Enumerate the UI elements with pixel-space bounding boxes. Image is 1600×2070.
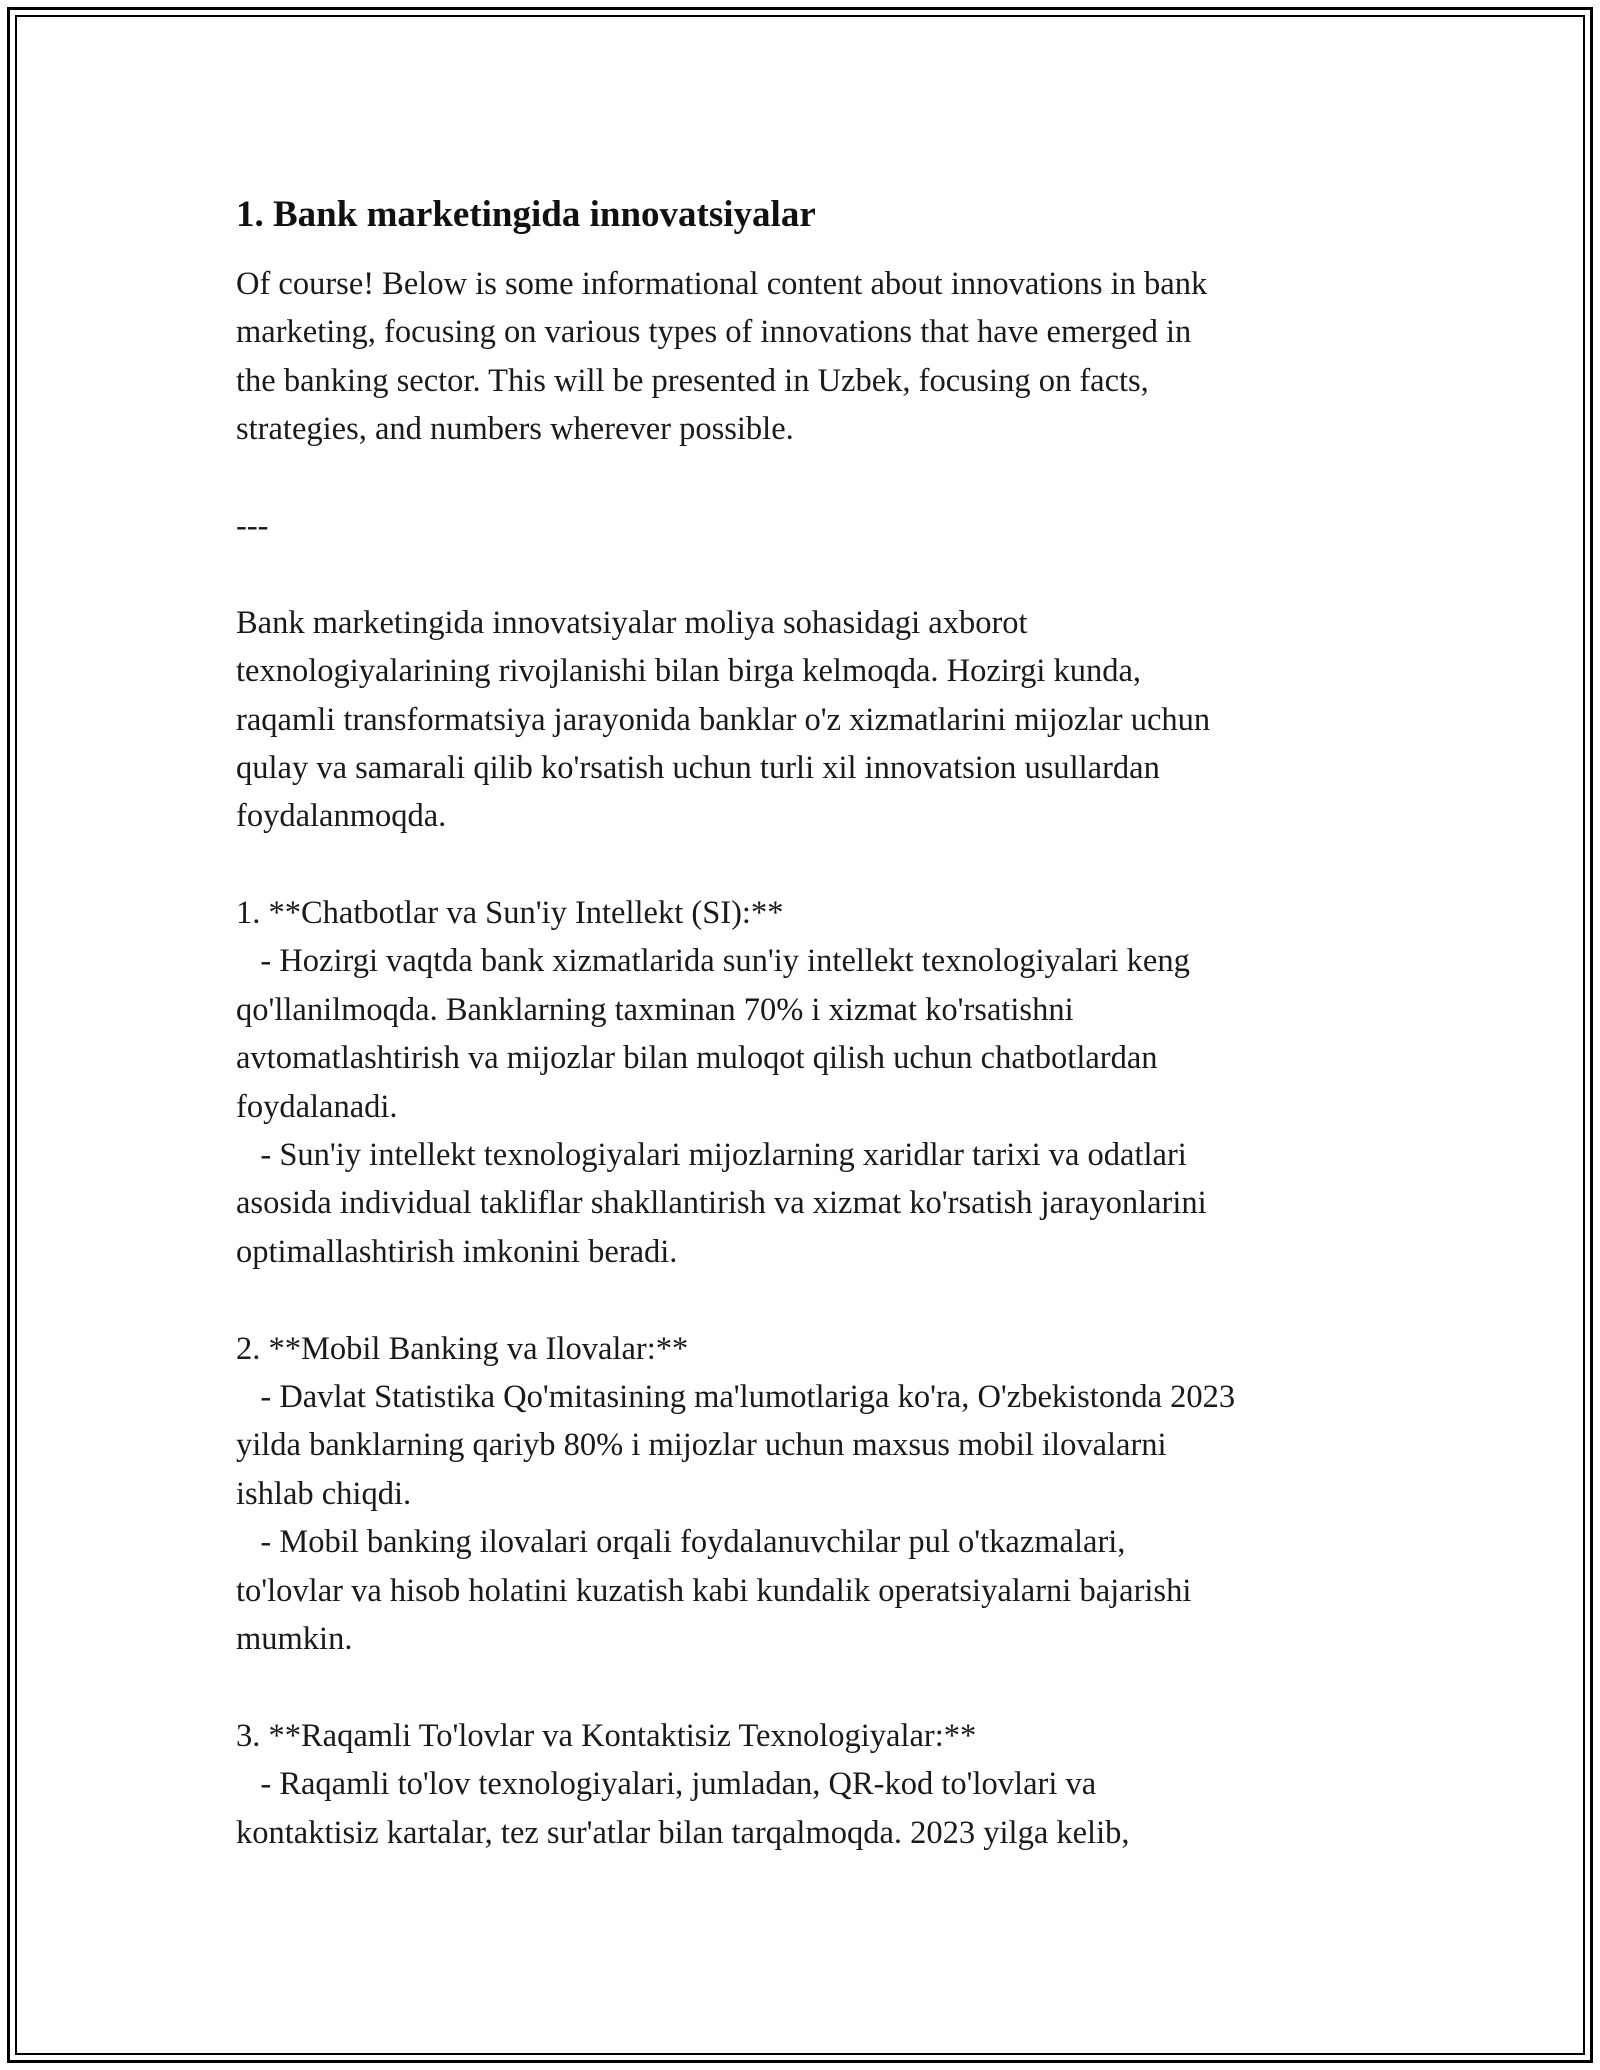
- text-line: optimallashtirish imkonini beradi.: [236, 1233, 678, 1270]
- text-line: kontaktisiz kartalar, tez sur'atlar bilan tarqalmoqda. 2023 yilga kelib,: [236, 1814, 1130, 1851]
- text-line: ishlab chiqdi.: [236, 1475, 412, 1512]
- text-line: avtomatlashtirish va mijozlar bilan muloqot qilish uchun chatbotlardan: [236, 1040, 1158, 1077]
- blank-line: [236, 841, 1376, 889]
- document-title: 1. Bank marketingida innovatsiyalar: [236, 194, 816, 235]
- text-line: - Hozirgi vaqtda bank xizmatlarida sun'iy intellekt texnologiyalari keng: [236, 943, 1190, 980]
- text-line: to'lovlar va hisob holatini kuzatish kabi kundalik operatsiyalarni bajarishi: [236, 1572, 1192, 1609]
- separator-line: ---: [236, 507, 269, 544]
- blank-line: [236, 454, 1376, 502]
- text-line: - Raqamli to'lov texnologiyalari, jumladan, QR-kod to'lovlari va: [236, 1766, 1097, 1803]
- text-line: marketing, focusing on various types of innovations that have emerged in: [236, 314, 1192, 351]
- text-line: mumkin.: [236, 1620, 353, 1657]
- text-line: asosida individual takliflar shakllantirish va xizmat ko'rsatish jarayonlarini: [236, 1185, 1207, 1222]
- section-heading: 2. **Mobil Banking va Ilovalar:**: [236, 1330, 689, 1367]
- section-heading: 1. **Chatbotlar va Sun'iy Intellekt (SI):**: [236, 895, 784, 932]
- text-line: qulay va samarali qilib ko'rsatish uchun turli xil innovatsion usullardan: [236, 749, 1160, 786]
- text-line: - Sun'iy intellekt texnologiyalari mijozlarning xaridlar tarixi va odatlari: [236, 1137, 1187, 1174]
- text-line: raqamli transformatsiya jarayonida banklar o'z xizmatlarini mijozlar uchun: [236, 701, 1211, 738]
- blank-line: [236, 1276, 1376, 1324]
- text-line: Bank marketingida innovatsiyalar moliya sohasidagi axborot: [236, 604, 1028, 641]
- text-line: Of course! Below is some informational content about innovations in bank: [236, 266, 1208, 302]
- text-line: yilda banklarning qariyb 80% i mijozlar uchun maxsus mobil ilovalarni: [236, 1427, 1167, 1464]
- text-line: the banking sector. This will be presented in Uzbek, focusing on facts,: [236, 362, 1149, 399]
- text-line: - Mobil banking ilovalari orqali foydalanuvchilar pul o'tkazmalari,: [236, 1524, 1126, 1561]
- text-line: texnologiyalarining rivojlanishi bilan birga kelmoqda. Hozirgi kunda,: [236, 653, 1142, 690]
- section-heading: 3. **Raqamli To'lovlar va Kontaktisiz Texnologiyalar:**: [236, 1717, 977, 1754]
- document-text: [236, 260, 1376, 1857]
- text-line: strategies, and numbers wherever possible.: [236, 411, 794, 448]
- document-body: [236, 186, 1376, 1857]
- text-line: - Davlat Statistika Qo'mitasining ma'lumotlariga ko'ra, O'zbekistonda 2023: [236, 1378, 1236, 1415]
- text-line: foydalanmoqda.: [236, 798, 447, 835]
- blank-line: [236, 550, 1376, 598]
- text-line: foydalanadi.: [236, 1088, 398, 1125]
- blank-line: [236, 1663, 1376, 1711]
- text-line: qo'llanilmoqda. Banklarning taxminan 70% i xizmat ko'rsatishni: [236, 991, 1074, 1028]
